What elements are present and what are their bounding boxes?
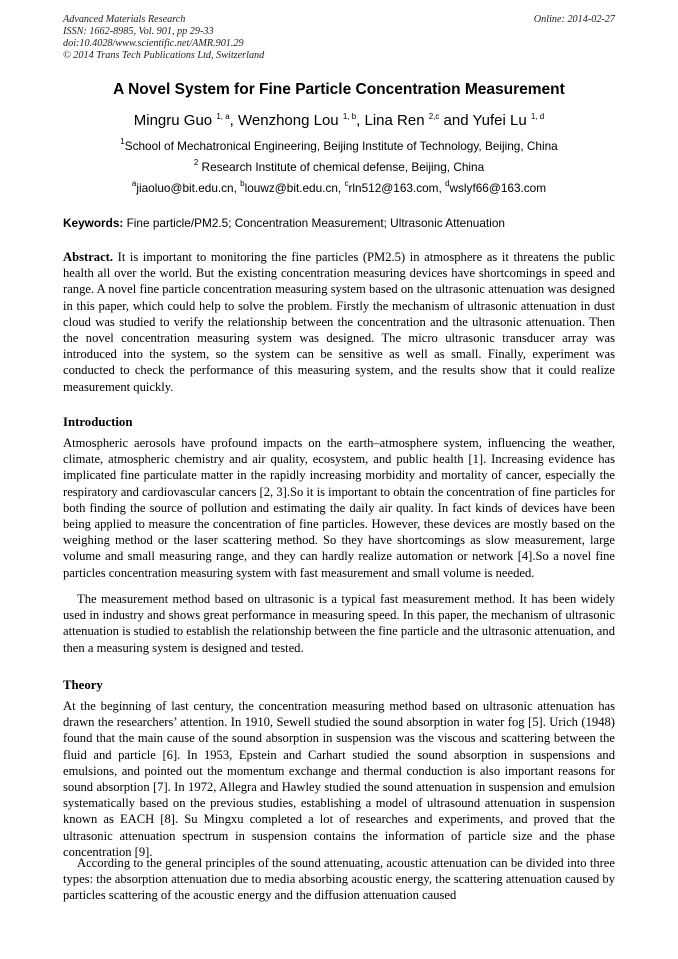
email-sup: a	[131, 179, 137, 188]
section-heading-introduction: Introduction	[63, 415, 133, 429]
email-text: louwz@bit.edu.cn,	[244, 181, 345, 195]
abstract-label: Abstract.	[63, 250, 114, 264]
theory-paragraph-2: According to the general principles of the sound attenuating, acoustic attenuation can be divided into three types: the absorption attenuation due to media absorbing acoustic energy, the scattering attenuation caused by particles scattering of the acoustic energy and the diffusion attenuation caused	[63, 856, 615, 903]
author-sup: 1, b	[342, 112, 357, 121]
email-sup: d	[445, 179, 450, 188]
affiliation-text: Research Institute of chemical defense, Beijing, China	[201, 160, 485, 174]
author-separator: ,	[229, 112, 238, 129]
abstract-text: It is important to monitoring the fine particles (PM2.5) in atmosphere as it threatens the public health all over the world. But the existing concentration measuring devices have shortcomings in speed and range. A novel fine particle concentration measuring system based on the ultrasonic attenuation was designed in this paper, which could help to solve the problem. Firstly the mechanism of ultrasonic attenuation in dust cloud was studied to verify the relationship between the concentration and the ultrasonic attenuation. Then the novel concentration measuring system was designed. The micro ultrasonic transducer array was introduced into the system, so the system can be sensitive as well as small. Finally, experiment was conducted to check the performance of this measuring system, and the results show that it could realize measurement quickly.	[63, 250, 615, 394]
abstract	[63, 249, 615, 395]
copyright-line: © 2014 Trans Tech Publications Ltd, Switzerland	[63, 50, 265, 61]
author-separator: and	[439, 112, 473, 129]
keywords	[63, 215, 615, 231]
email-text: jiaoluo@bit.edu.cn,	[136, 181, 241, 195]
email-line	[63, 180, 615, 196]
doi-line: doi:10.4028/www.scientific.net/AMR.901.29	[63, 38, 244, 49]
author-name: Mingru Guo	[133, 112, 213, 129]
keywords-text: Fine particle/PM2.5; Concentration Measurement; Ultrasonic Attenuation	[126, 216, 505, 230]
author-sup: 1, a	[216, 112, 230, 121]
introduction-paragraph-2: The measurement method based on ultrasonic is a typical fast measurement method. It has been widely used in industry and shows great performance in measuring speed. In this paper, the mechanism of ultrasonic attenuation is studied to establish the relationship between the fine particle and the ultrasonic attenuation, and then a measuring system is designed and tested.	[63, 592, 615, 655]
keywords-label: Keywords:	[63, 216, 124, 230]
author-separator: ,	[356, 112, 365, 129]
author-sup: 2,c	[428, 112, 440, 121]
affiliation-1	[63, 138, 615, 154]
email-sup: b	[240, 179, 245, 188]
issn-line: ISSN: 1662-8985, Vol. 901, pp 29-33	[63, 26, 214, 37]
affiliation-sup: 2	[193, 158, 199, 167]
email-text: rln512@163.com,	[348, 181, 446, 195]
paper-title: A Novel System for Fine Particle Concentration Measurement	[113, 81, 565, 98]
author-name: Wenzhong Lou	[238, 112, 339, 129]
journal-header	[63, 14, 264, 62]
theory-paragraph-1: At the beginning of last century, the concentration measuring method based on ultrasonic attenuation has drawn the researchers’ attention. In 1910, Sewell studied the sound absorption in water fog [5]. Urich (1948) found that the main cause of the sound absorption in suspension was the viscous and scattering between the fluid and particle [6]. In 1953, Epstein and Carhart studied the sound absorption in suspensions and emulsions, and pointed out the momentum exchange and thermal conduction is also important reasons for sound absorption [7]. In 1972, Allegra and Hawley studied the sound attenuation in suspension and emulsion systematically based on the previous studies, establishing a model of ultrasound attenuation in suspension known as EACH [8]. Su Mingxu completed a lot of researches and experiments, and proved that the ultrasonic attenuation spectrum in suspension contains the information of particle size and the phase concentration [9].	[63, 699, 615, 859]
affiliation-sup: 1	[120, 137, 125, 146]
introduction-paragraph-1: Atmospheric aerosols have profound impacts on the earth–atmosphere system, influencing the weather, climate, atmospheric chemistry and air quality, ecosystem, and public health [1]. Increasing evidence has implicated fine particulate matter in the rapidly increasing morbidity and mortality of cancer, especially the respiratory and cardiovascular cancers [2, 3].So it is important to obtain the concentration of fine particles for both finding the source of pollution and estimating the daily air quality. In fact kinds of devices have been being applied to measure the concentration of fine particles. However, these devices are mostly based on the weighing method or the laser scattering method. So they have shortcomings as slow measurement, large volume and small measuring range, and they can hardly realize automation or network [4].So a novel fine particles concentration measuring system with fast measurement and small volume is needed.	[63, 436, 615, 580]
online-date: Online: 2014-02-27	[533, 14, 615, 25]
affiliation-text: School of Mechatronical Engineering, Beijing Institute of Technology, Beijing, China	[124, 139, 558, 153]
email-sup: c	[344, 179, 349, 188]
author-name: Lina Ren	[364, 112, 425, 129]
affiliation-2	[63, 159, 615, 175]
author-name: Yufei Lu	[472, 112, 527, 129]
journal-name: Advanced Materials Research	[63, 14, 186, 25]
author-line	[63, 111, 615, 131]
author-sup: 1, d	[530, 112, 545, 121]
section-heading-theory: Theory	[63, 678, 103, 692]
email-text: wslyf66@163.com	[449, 181, 547, 195]
